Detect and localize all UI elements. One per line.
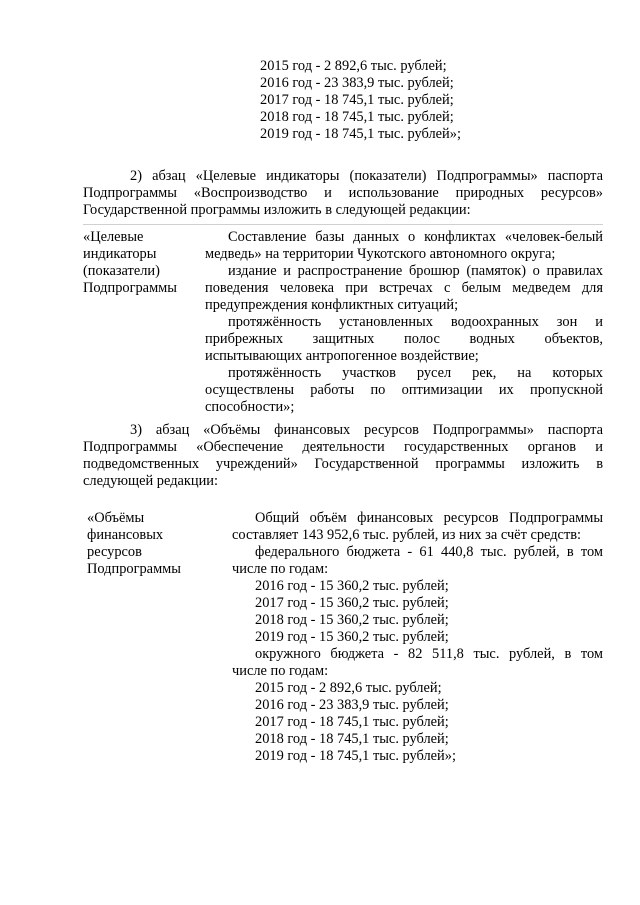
table-value-line: издание и распространение брошюр (памяток) о правилах — [228, 263, 603, 279]
table-label-line: «Объёмы — [87, 510, 145, 526]
table-value-line: 2017 год - 15 360,2 тыс. рублей; — [255, 595, 449, 611]
table-value-line: составляет 143 952,6 тыс. рублей, из них за счёт средств: — [232, 527, 582, 543]
table-label-line: индикаторы — [83, 246, 157, 262]
year-line: 2016 год - 23 383,9 тыс. рублей; — [260, 75, 454, 91]
table-value-line: испытывающих антропогенное воздействие; — [205, 348, 479, 364]
table-value-line: Составление базы данных о конфликтах «человек-белый — [228, 229, 603, 245]
year-line: 2019 год - 18 745,1 тыс. рублей»; — [260, 126, 461, 142]
table-value-line: медведь» на территории Чукотского автономного округа; — [205, 246, 556, 262]
paragraph-line: 3) абзац «Объёмы финансовых ресурсов Подпрограммы» паспорта — [130, 422, 603, 438]
year-line: 2015 год - 2 892,6 тыс. рублей; — [260, 58, 447, 74]
table-value-line: предупреждения конфликтных ситуаций; — [205, 297, 459, 313]
paragraph-line: 2) абзац «Целевые индикаторы (показатели) Подпрограммы» паспорта — [130, 168, 603, 184]
table-label-line: Подпрограммы — [87, 561, 181, 577]
table-value-line: 2016 год - 15 360,2 тыс. рублей; — [255, 578, 449, 594]
table-label-line: ресурсов — [87, 544, 142, 560]
table-value-line: 2019 год - 18 745,1 тыс. рублей»; — [255, 748, 456, 764]
table-value-line: Общий объём финансовых ресурсов Подпрограммы — [255, 510, 603, 526]
year-line: 2018 год - 18 745,1 тыс. рублей; — [260, 109, 454, 125]
paragraph-line: следующей редакции: — [83, 473, 218, 489]
table-value-line: протяжённость установленных водоохранных зон и — [228, 314, 603, 330]
table-value-line: протяжённость участков русел рек, на которых — [228, 365, 603, 381]
table-value-line: 2018 год - 15 360,2 тыс. рублей; — [255, 612, 449, 628]
paragraph-line: подведомственных учреждений» Государственной программы изложить в — [83, 456, 603, 472]
table-value-line: окружного бюджета - 82 511,8 тыс. рублей, в том — [255, 646, 603, 662]
table-value-line: числе по годам: — [232, 561, 329, 577]
table-label-line: «Целевые — [83, 229, 144, 245]
paragraph-line: Подпрограммы «Воспроизводство и использование природных ресурсов» — [83, 185, 603, 201]
table-label-line: Подпрограммы — [83, 280, 177, 296]
table-value-line: числе по годам: — [232, 663, 329, 679]
table-value-line: 2019 год - 15 360,2 тыс. рублей; — [255, 629, 449, 645]
table-separator — [83, 224, 603, 225]
table-value-line: федерального бюджета - 61 440,8 тыс. рублей, в том — [255, 544, 603, 560]
table-value-line: 2018 год - 18 745,1 тыс. рублей; — [255, 731, 449, 747]
paragraph-line: Подпрограммы «Обеспечение деятельности государственных органов и — [83, 439, 603, 455]
paragraph-line: Государственной программы изложить в следующей редакции: — [83, 202, 471, 218]
year-line: 2017 год - 18 745,1 тыс. рублей; — [260, 92, 454, 108]
table-value-line: поведения человека при встречах с белым медведем для — [205, 280, 603, 296]
table-value-line: способности»; — [205, 399, 295, 415]
table-value-line: 2015 год - 2 892,6 тыс. рублей; — [255, 680, 442, 696]
table-value-line: 2016 год - 23 383,9 тыс. рублей; — [255, 697, 449, 713]
table-value-line: осуществлены работы по оптимизации их пропускной — [205, 382, 603, 398]
table-label-line: (показатели) — [83, 263, 160, 279]
table-value-line: прибрежных защитных полос водных объектов, — [205, 331, 603, 347]
table-value-line: 2017 год - 18 745,1 тыс. рублей; — [255, 714, 449, 730]
table-label-line: финансовых — [87, 527, 164, 543]
